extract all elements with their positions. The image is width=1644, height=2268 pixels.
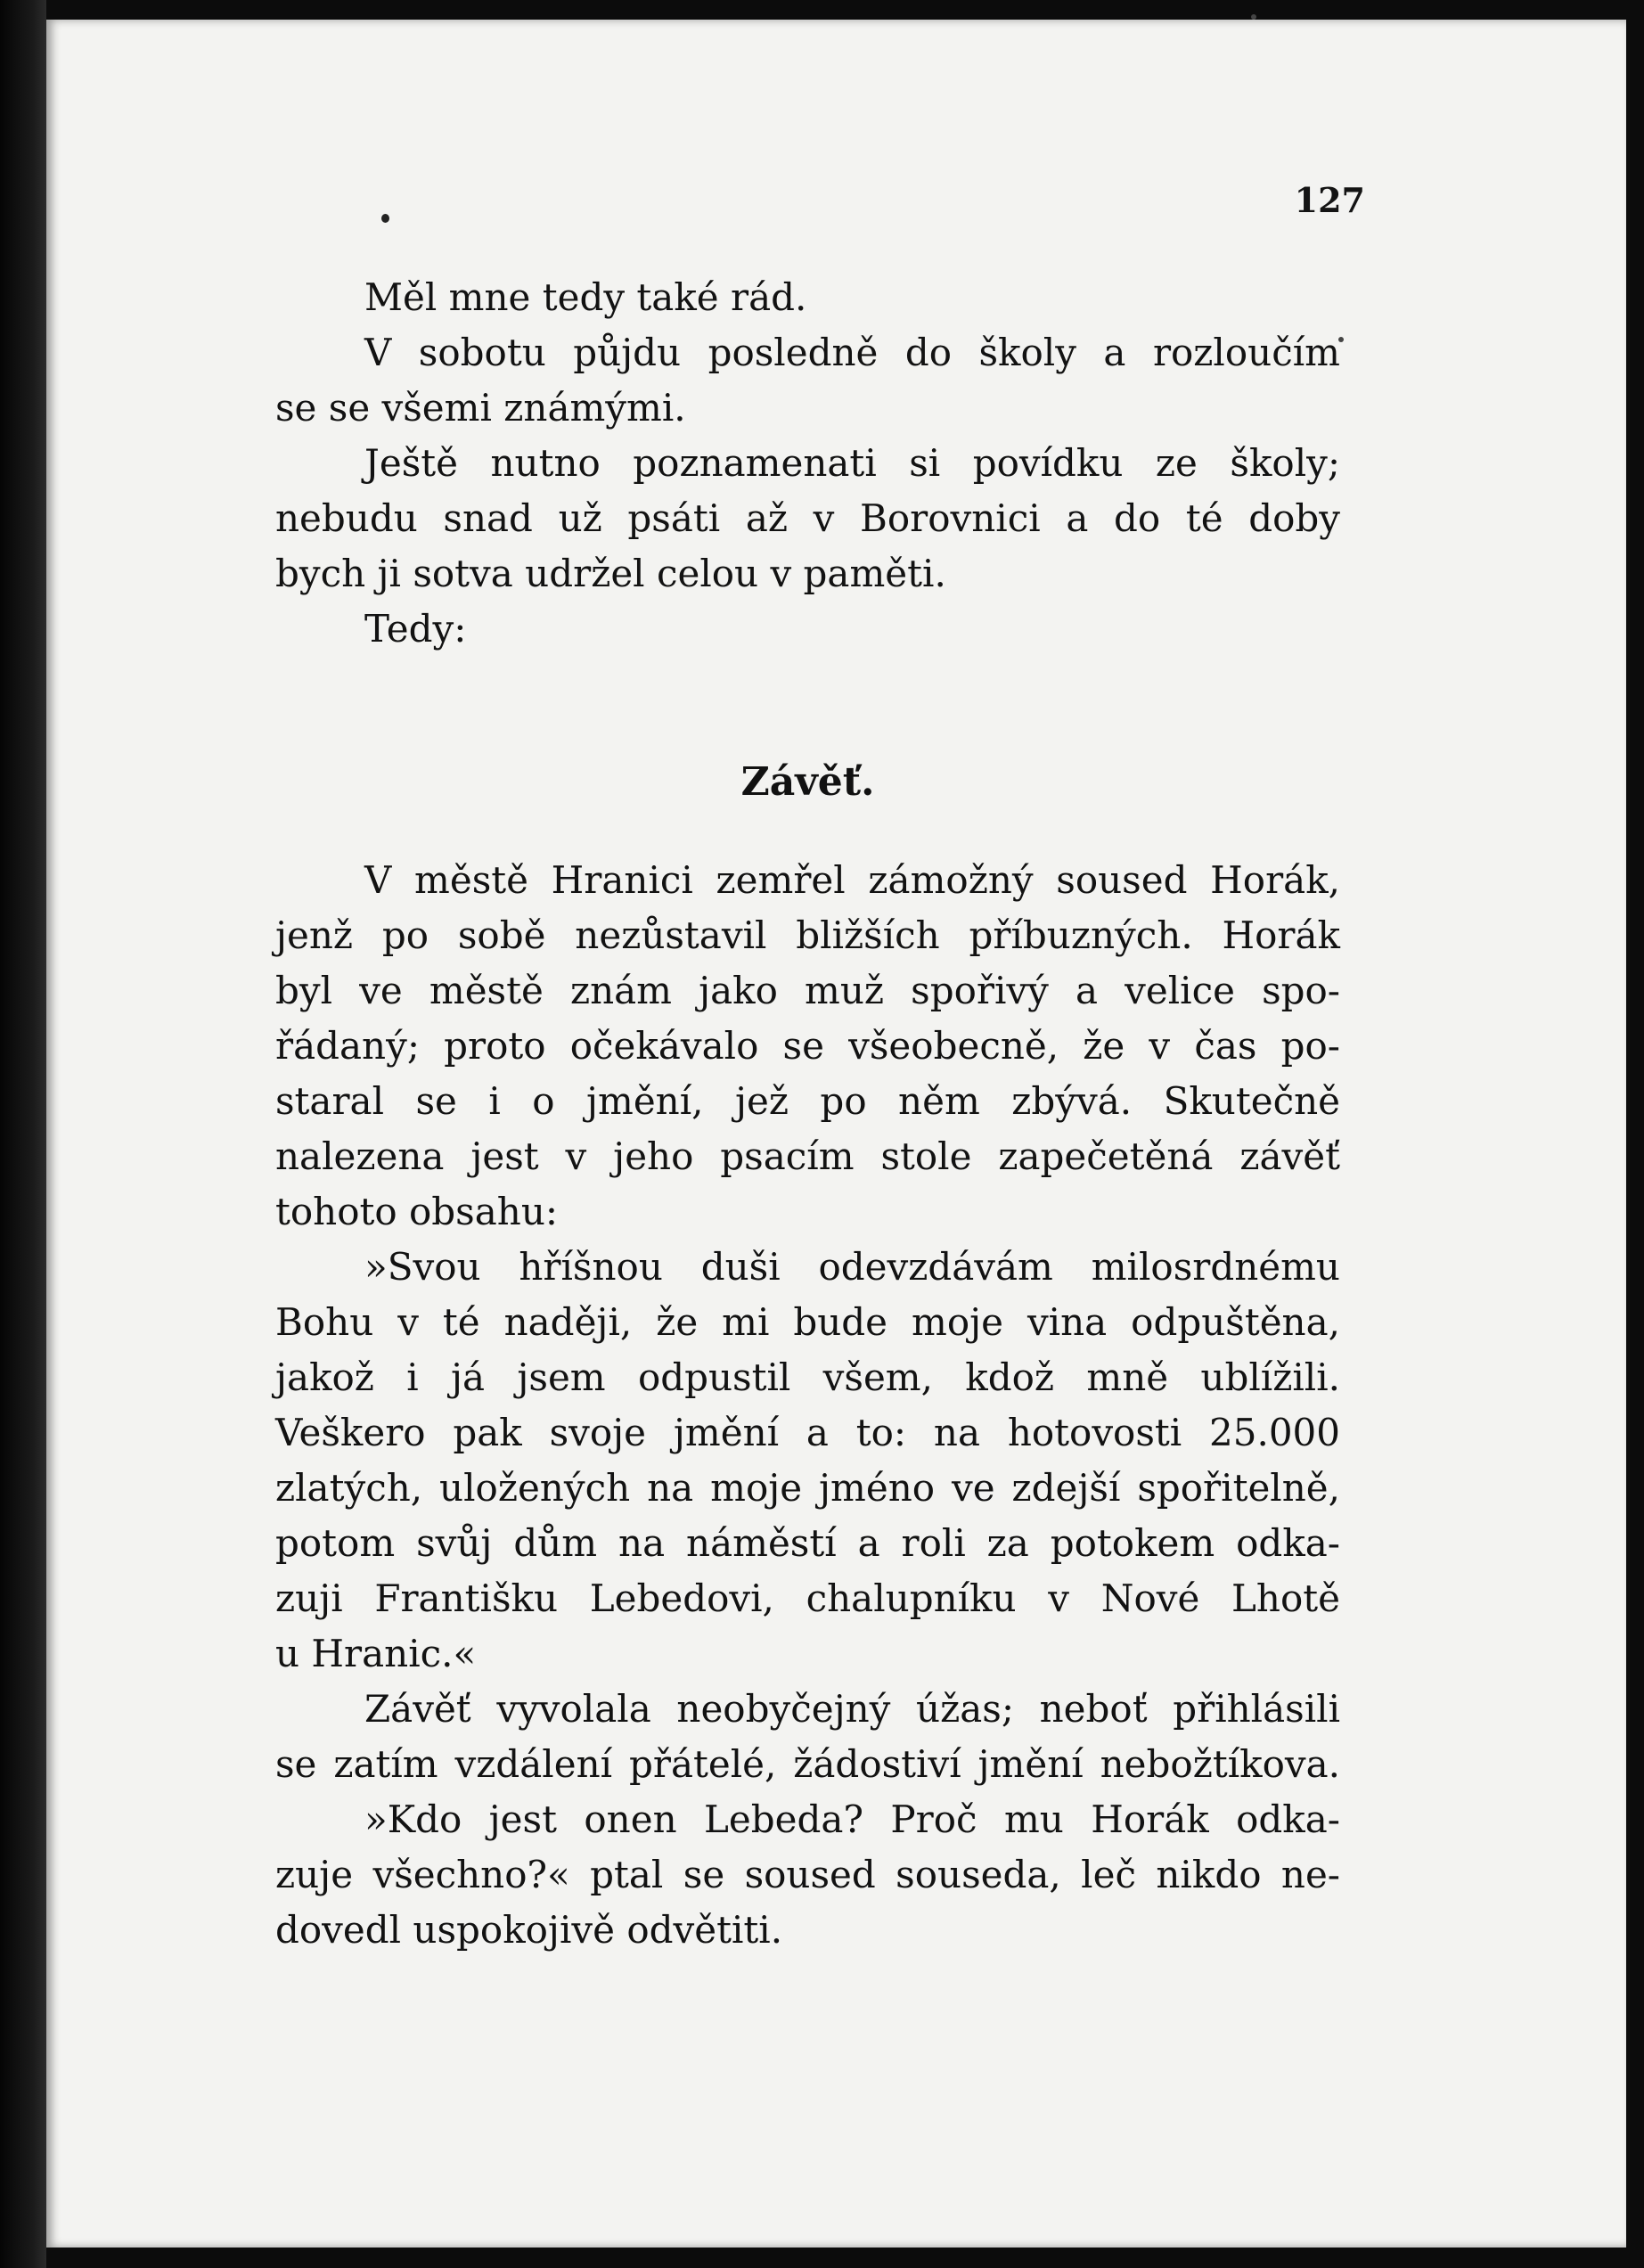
text-line: zuje všechno?« ptal se soused souseda, leč nikdo ne- [275,1853,1340,1896]
book-spine-edge [0,0,46,2268]
text-line: Závěť vyvolala neobyčejný úžas; neboť přihlásili [364,1687,1340,1731]
text-line: V sobotu půjdu posledně do školy a rozloučím [364,331,1340,374]
text-line: Tedy: [364,607,467,651]
text-line: Veškero pak svoje jmění a to: na hotovosti 25.000 [275,1411,1340,1454]
text-line: V městě Hranici zemřel zámožný soused Horák, [364,858,1340,902]
page-number: 127 [1294,180,1365,220]
text-line: »Kdo jest onen Lebeda? Proč mu Horák odka- [364,1797,1340,1841]
text-line: jakož i já jsem odpustil všem, kdož mně ublížili. [275,1355,1340,1399]
text-line: Měl mne tedy také rád. [364,275,807,319]
text-line: byl ve městě znám jako muž spořivý a velice spo- [275,969,1340,1012]
text-line: dovedl uspokojivě odvětiti. [275,1908,783,1952]
text-line: jenž po sobě nezůstavil bližších příbuzných. Horák [275,913,1340,957]
text-line: zuji Františku Lebedovi, chalupníku v Nové Lhotě [275,1576,1340,1620]
text-line: zlatých, uložených na moje jméno ve zdejší spořitelně, [275,1466,1340,1510]
text-line: Ještě nutno poznamenati si povídku ze školy; [364,441,1340,485]
text-line: potom svůj dům na náměstí a roli za potokem odka- [275,1521,1340,1565]
text-line: řádaný; proto očekávalo se všeobecně, že v čas po- [275,1024,1340,1068]
text-line: »Svou hříšnou duši odevzdávám milosrdnému [364,1245,1340,1289]
text-line: Bohu v té naději, že mi bude moje vina odpuštěna, [275,1300,1340,1344]
text-line: nalezena jest v jeho psacím stole zapečetěná závěť [275,1134,1340,1178]
text-line: se zatím vzdálení přátelé, žádostiví jmění nebožtíkova. [275,1742,1340,1786]
text-line: tohoto obsahu: [275,1190,559,1233]
ink-speck [381,214,389,223]
text-line: u Hranic.« [275,1632,477,1675]
text-line: staral se i o jmění, jež po něm zbývá. Skutečně [275,1079,1340,1123]
ink-speck [1251,14,1256,20]
text-line: se se všemi známými. [275,386,686,430]
text-line: bych ji sotva udržel celou v paměti. [275,552,946,595]
book-page [46,20,1626,2248]
text-line: nebudu snad už psáti až v Borovnici a do té doby [275,496,1340,540]
section-heading: Závěť. [740,759,875,805]
